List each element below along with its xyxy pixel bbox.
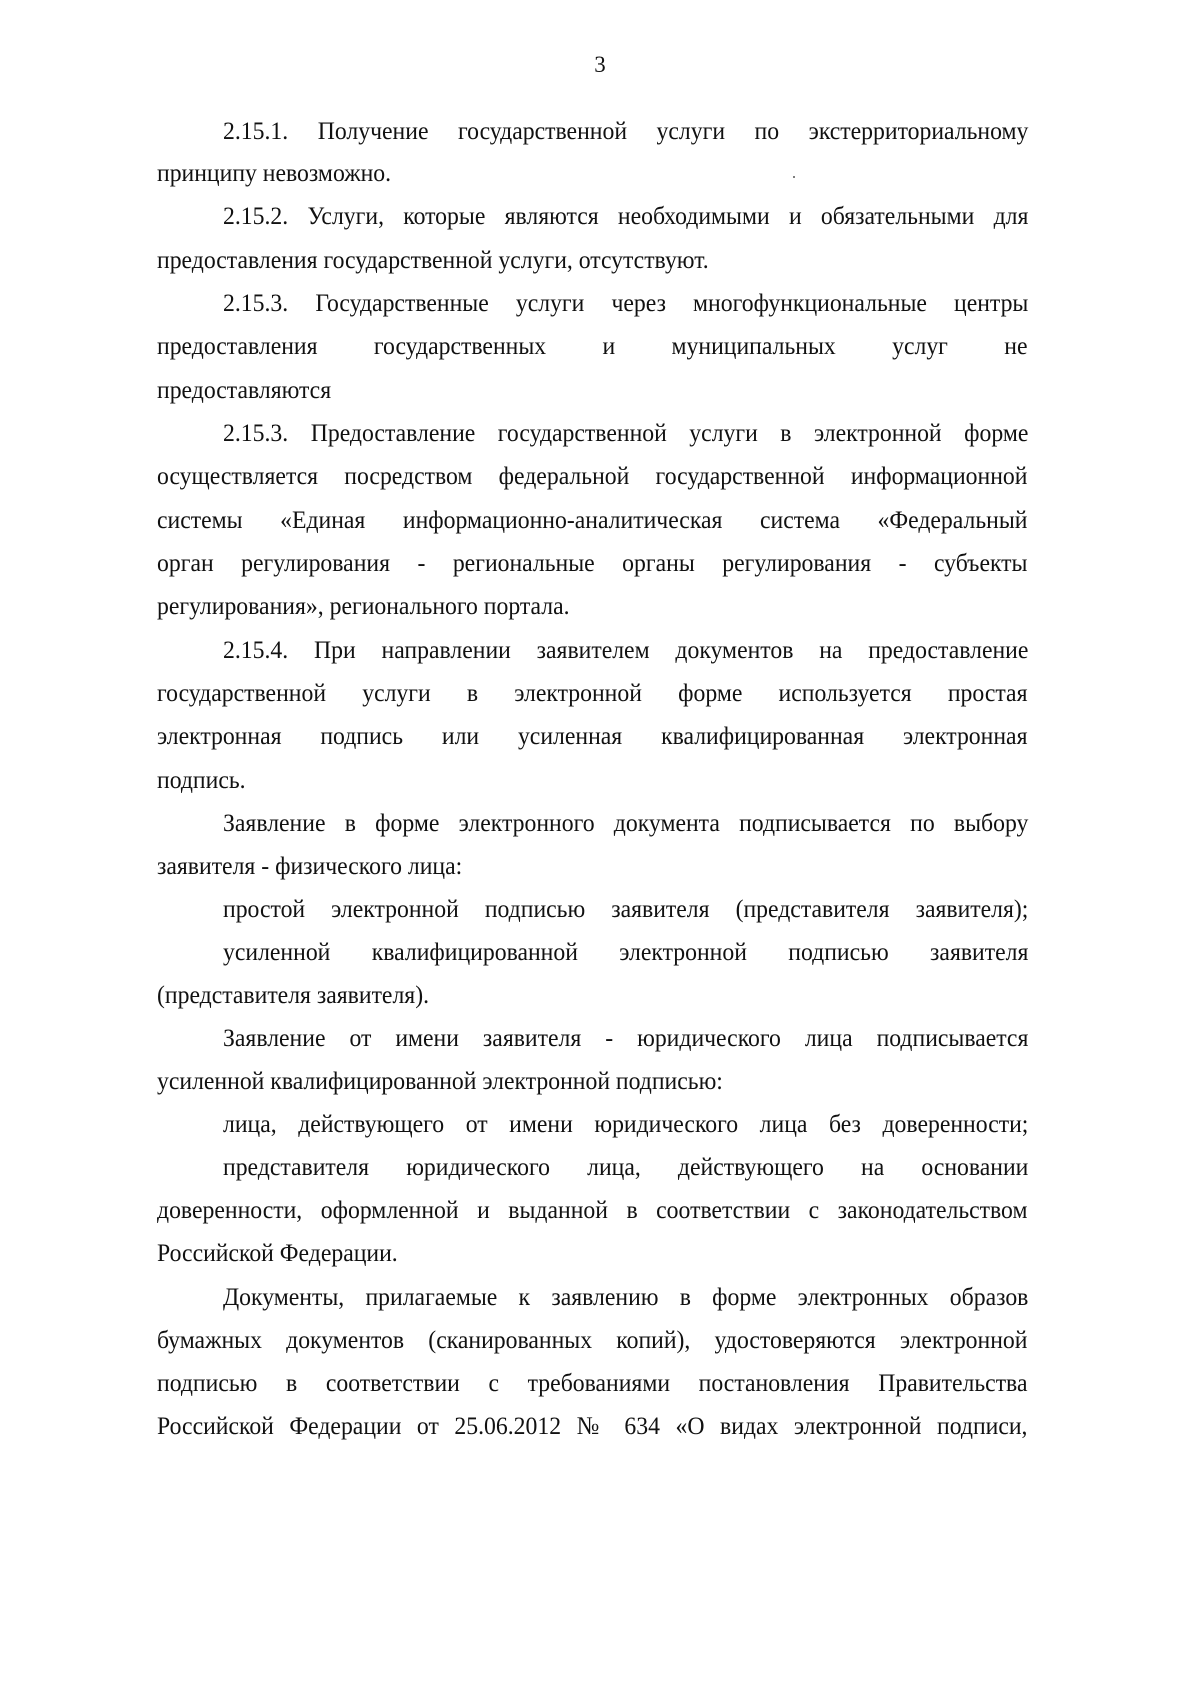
text-line: государственной услуги в электронной форме используется простая <box>157 678 1028 707</box>
text-line: лица, действующего от имени юридического лица без доверенности; <box>223 1109 1029 1138</box>
text-line: Заявление от имени заявителя - юридического лица подписывается <box>223 1023 1029 1052</box>
text-line: доверенности, оформленной и выданной в соответствии с законодательством <box>157 1195 1028 1224</box>
text-line: предоставляются <box>157 375 332 404</box>
text-line: 2.15.1. Получение государственной услуги по экстерриториальному <box>223 116 1029 145</box>
text-line: предоставления государственной услуги, отсутствуют. <box>157 245 709 274</box>
text-line: орган регулирования - региональные органы регулирования - субъекты <box>157 548 1028 577</box>
text-line: регулирования», регионального портала. <box>157 591 570 620</box>
text-line: усиленной квалифицированной электронной подписью: <box>157 1066 723 1095</box>
text-line: Российской Федерации от 25.06.2012 № 634 «О видах электронной подписи, <box>157 1411 1028 1440</box>
text-line: Заявление в форме электронного документа подписывается по выбору <box>223 808 1029 837</box>
text-line: подпись. <box>157 765 246 794</box>
text-line: системы «Единая информационно-аналитическая система «Федеральный <box>157 505 1028 534</box>
text-line: (представителя заявителя). <box>157 980 430 1009</box>
text-line: принципу невозможно. <box>157 158 392 187</box>
scan-speck <box>793 176 795 178</box>
text-line: 2.15.4. При направлении заявителем документов на предоставление <box>223 635 1029 664</box>
text-line: заявителя - физического лица: <box>157 851 463 880</box>
text-line: Российской Федерации. <box>157 1238 398 1267</box>
text-line: осуществляется посредством федеральной государственной информационной <box>157 461 1028 490</box>
text-line: 2.15.3. Государственные услуги через многофункциональные центры <box>223 288 1029 317</box>
text-line: электронная подпись или усиленная квалифицированная электронная <box>157 721 1028 750</box>
text-line: предоставления государственных и муниципальных услуг не <box>157 331 1028 360</box>
text-line: представителя юридического лица, действующего на основании <box>223 1152 1029 1181</box>
text-line: 2.15.3. Предоставление государственной услуги в электронной форме <box>223 418 1029 447</box>
text-line: Документы, прилагаемые к заявлению в форме электронных образов <box>223 1282 1029 1311</box>
text-line: подписью в соответствии с требованиями постановления Правительства <box>157 1368 1028 1397</box>
text-line: 2.15.2. Услуги, которые являются необходимыми и обязательными для <box>223 201 1029 230</box>
text-line: усиленной квалифицированной электронной подписью заявителя <box>223 937 1029 966</box>
text-line: бумажных документов (сканированных копий), удостоверяются электронной <box>157 1325 1028 1354</box>
text-line: простой электронной подписью заявителя (представителя заявителя); <box>223 894 1029 923</box>
page-number: 3 <box>594 52 606 77</box>
